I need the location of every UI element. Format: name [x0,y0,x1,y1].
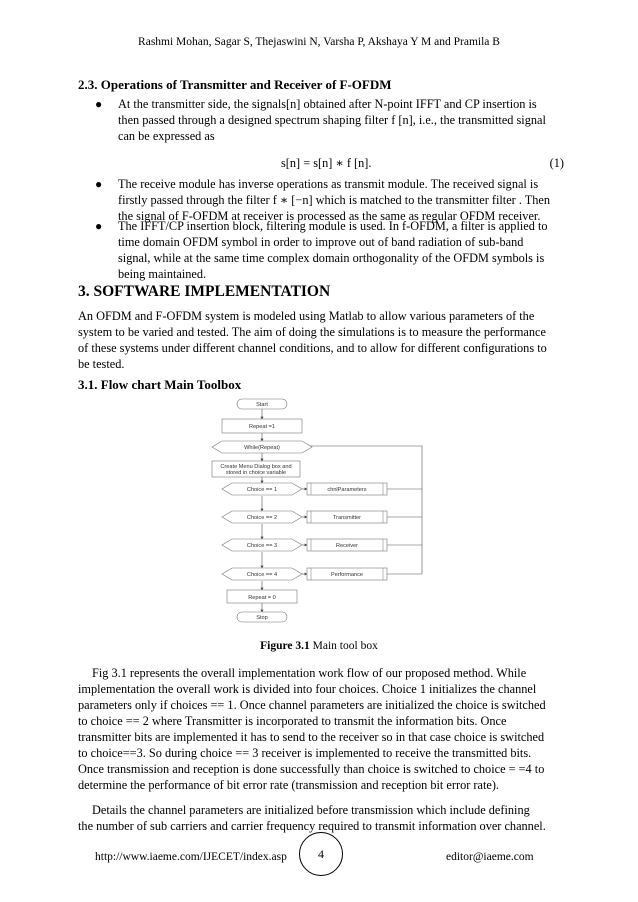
figure-caption [0,640,638,652]
page-number-text: 4 [318,846,324,861]
text-line: parameters only if choices == 1. Once channel parameters are initialized the choice is switched [78,698,546,712]
flow-repeat-zero-label: Repeat = 0 [248,595,276,601]
flow-menu-label-1: Create Menu Dialog box and [220,464,292,470]
text-line: implementation the overall work is divided into four choices. Choice 1 initializes the channel [78,682,537,696]
loop-line [304,446,422,489]
figure-caption-label: Figure 3.1 [260,640,310,652]
footer-url[interactable]: http://www.iaeme.com/IJECET/index.asp [95,851,287,863]
flow-proc2-label: Transmitter [332,515,362,521]
bullet-dot: ● [95,219,103,233]
text-line: system to be varied and tested. The aim of doing the simulations is to measure the performance [78,325,546,339]
flow-proc4-label: Performance [330,572,364,578]
text-line: At the transmitter side, the signals[n] obtained after N-point IFFT and CP insertion is [118,97,537,111]
bullet-1 [95,96,564,144]
text-line: Fig 3.1 represents the overall implementation work flow of our proposed method. While [92,666,527,680]
text-line: determine the performance of bit error rate (transmission and reception bit error rate). [78,778,499,792]
page-number [299,832,343,876]
body-paragraph-1 [78,665,564,793]
text-line: to choice == 2 where Transmitter is incorporated to transmit the information bits. Once [78,714,507,728]
flow-while-label: While(Repeat) [244,445,280,451]
running-header: Rashmi Mohan, Sagar S, Thejaswini N, Varsha P, Akshaya Y M and Pramila B [138,36,500,48]
flow-choice4-label: Choice == 4 [246,572,278,578]
text-line: of these systems under different channel conditions, and to allow for different configurations to [78,341,547,355]
text-line: The receive module has inverse operations as transmit module. The received signal is [118,177,539,191]
flow-start-label: Start [256,402,268,408]
bullet-dot: ● [95,177,103,191]
text-line: the signal of F-OFDM at receiver is processed as the same as regular OFDM receiver. [118,209,541,223]
bullet-2 [95,176,564,224]
body-paragraph-2 [78,802,564,834]
figure-caption-text: Main tool box [309,640,378,652]
section-3-heading: 3. SOFTWARE IMPLEMENTATION [78,283,331,300]
flow-repeat-init-label: Repeat =1 [249,424,275,430]
text-line: can be expressed as [118,129,215,143]
flow-choice3-label: Choice == 3 [246,543,278,549]
flow-choice2-label: Choice == 2 [246,515,278,521]
text-line: The IFFT/CP insertion block, filtering module is used. In f-OFDM, a filter is applied to [118,219,548,233]
flowchart-figure [207,391,429,631]
text-line: An OFDM and F-OFDM system is modeled using Matlab to allow various parameters of the [78,309,535,323]
flow-stop-label: Stop [256,615,268,621]
text-line: the number of sub carriers and carrier frequency required to transmit information over channel. [78,819,546,833]
flow-menu-label-2: stored in choice variable [225,470,287,476]
text-line: transmitter bits are implemented it has to send to the receiver so in that case choice is switched [78,730,545,744]
section-2-3-heading: 2.3. Operations of Transmitter and Receiver of F-OFDM [78,77,392,92]
text-line: firstly passed through the filter f ∗ [−n] which is matched to the transmitter filter . Then [118,193,551,207]
flow-choice1-label: Choice == 1 [246,487,278,493]
text-line: to choice==3. So during choice == 3 receiver is implemented to receive the transmitted bits. [78,746,532,760]
text-line: time domain OFDM symbol in order to improve out of band radiation of sub-band [118,235,524,249]
section-3-paragraph [78,308,564,372]
text-line: Details the channel parameters are initialized before transmission which include defining [92,803,530,817]
text-line: then passed through a designed spectrum shaping filter f [n], i.e., the transmitted signal [118,113,546,127]
bullet-dot: ● [95,97,103,111]
footer-email[interactable]: editor@iaeme.com [446,851,534,863]
text-line: be tested. [78,357,125,371]
text-line: being maintained. [118,267,207,281]
flow-proc1-label: chnlParameters [327,487,367,493]
flow-proc3-label: Receiver [335,543,359,549]
text-line: Once transmission and reception is done successfully than choice is switched to choice = =4 to [78,762,545,776]
section-3-1-heading: 3.1. Flow chart Main Toolbox [78,377,242,392]
equation-expression: s[n] = s[n] ∗ f [n]. [281,156,372,170]
equation-number: (1) [549,156,564,170]
bullet-3 [95,218,564,282]
text-line: signal, while at the same time complex domain orthogonality of the OFDM symbols is [118,251,545,265]
